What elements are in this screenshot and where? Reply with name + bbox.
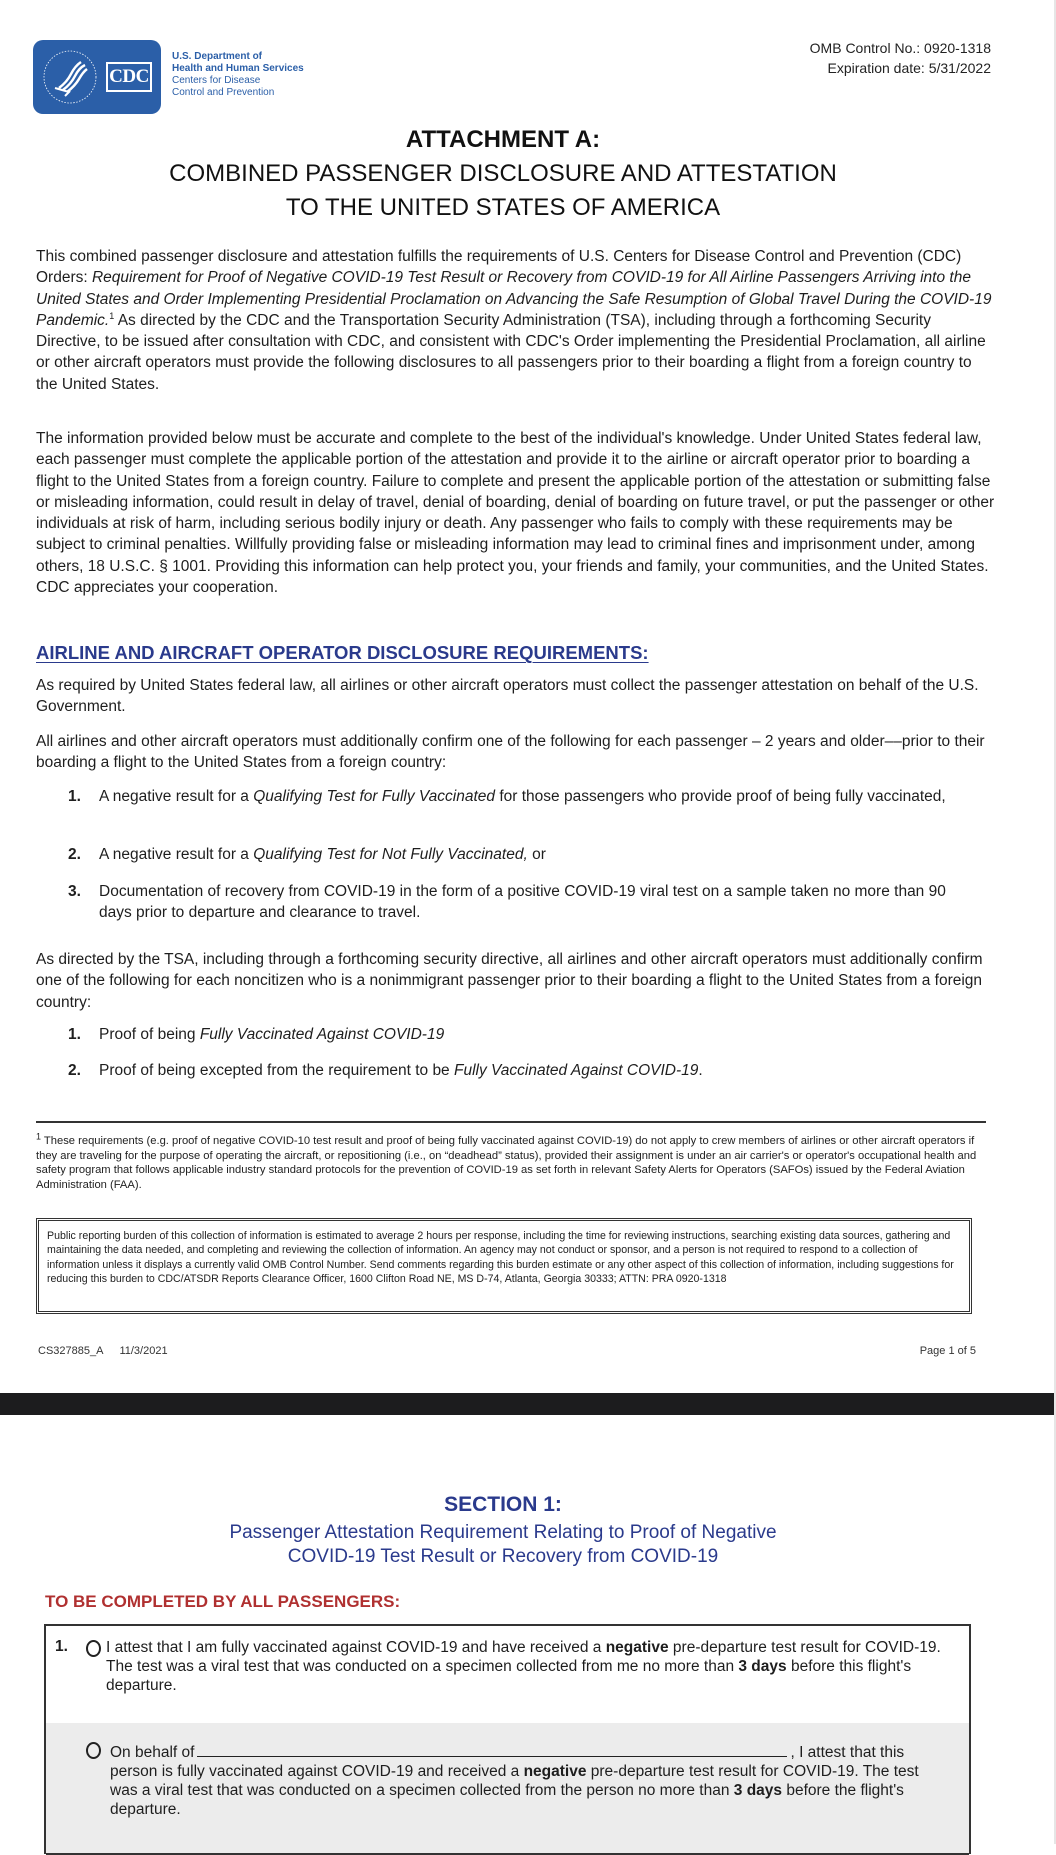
omb-info: [810, 38, 991, 78]
agency-name: [172, 51, 304, 99]
document-id: CS327885_A: [38, 1345, 104, 1357]
expiration-date: Expiration date: 5/31/2022: [827, 60, 991, 76]
attestation-text-self: I attest that I am fully vaccinated against COVID-19 and have received a negative pre-departure test result for COVID-19. The test was a viral test that was conducted on a specimen collected from me no more than 3 days before this flight's departure.: [106, 1639, 941, 1694]
airline-paragraph-1: As required by United States federal law, all airlines or other aircraft operators must collect the passenger attestation on behalf of the U.S. Government.: [36, 677, 979, 716]
list-item: 1. Proof of being Fully Vaccinated Against COVID-19: [68, 1026, 445, 1043]
passenger-name-field[interactable]: [197, 1744, 787, 1757]
all-passengers-heading: TO BE COMPLETED BY ALL PASSENGERS:: [45, 1592, 401, 1611]
attestation-text-on-behalf: On behalf of , I attest that this person is fully vaccinated against COVID-19 and received a negative pre-departure test result for COVID-19. The test was a viral test that was conducted on a specimen collected from the person no more than 3 days before the flight's departure.: [110, 1744, 919, 1818]
radio-self-attest[interactable]: [86, 1640, 101, 1657]
agency-line-3: Centers for Disease: [172, 75, 261, 86]
tsa-paragraph: As directed by the TSA, including through a forthcoming security directive, all airlines and other aircraft operators must additionally confirm one of the following for each noncitizen who is a nonimmigrant passenger prior to their boarding a flight to the United States from a foreign country:: [36, 951, 983, 1011]
footnote-ref: 1: [109, 310, 115, 321]
list-item: 2. Proof of being excepted from the requirement to be Fully Vaccinated Against COVID-19.: [68, 1062, 703, 1079]
document-title-line-3: TO THE UNITED STATES OF AMERICA: [285, 194, 721, 221]
omb-control-number: OMB Control No.: 0920-1318: [809, 40, 991, 56]
section-1-subtitle-1: Passenger Attestation Requirement Relating to Proof of Negative: [229, 1522, 777, 1543]
list-item: 2. A negative result for a Qualifying Test for Not Fully Vaccinated, or: [68, 846, 546, 863]
list-item: 1. A negative result for a Qualifying Test for Fully Vaccinated for those passengers who provide proof of being fully vaccinated,: [68, 788, 946, 805]
section-1-heading: SECTION 1:: [444, 1493, 562, 1516]
footnote-divider: [36, 1121, 986, 1123]
document-date: 11/3/2021: [119, 1345, 168, 1357]
radio-on-behalf-attest[interactable]: [86, 1742, 101, 1759]
document-page-2: [0, 1415, 1056, 1844]
cdc-wordmark: CDC: [106, 62, 152, 92]
agency-line-4: Control and Prevention: [172, 87, 275, 98]
document-title-line-2: COMBINED PASSENGER DISCLOSURE AND ATTESTATION: [169, 160, 837, 187]
airline-paragraph-2: All airlines and other aircraft operators must additionally confirm one of the following for each passenger – 2 years and older––prior to their boarding a flight to the United States from a foreign country:: [36, 733, 985, 772]
item-number: 1.: [55, 1638, 68, 1655]
page-footer-left: [38, 1345, 184, 1357]
intro-paragraph-2: The information provided below must be accurate and complete to the best of the individual's knowledge. Under United States federal law, each passenger must complete the applicable portion of the attestation and provide it to the airline or aircraft operator prior to boarding a flight to the United States from a foreign country. Failure to complete and present the applicable portion of the attestation or submitting false or misleading information, could result in delay of travel, denial of boarding, denial of boarding on future travel, or put the passenger or other individuals at risk of harm, including serious bodily injury or death. Any passenger who fails to comply with these requirements may be subject to criminal penalties. Willfully providing false or misleading information may lead to criminal fines and imprisonment under, among others, 18 U.S.C. § 1001. Providing this information can help protect you, your friends and family, your communities, and the United States. CDC appreciates your cooperation.: [36, 430, 995, 597]
attestation-option-on-behalf: [46, 1723, 969, 1855]
intro-paragraph-1: This combined passenger disclosure and attestation fulfills the requirements of U.S. Centers for Disease Control and Prevention (CDC) Orders: Requirement for Proof of Negative COVID-19 Test Result or Recovery from COVID-19 for All Airline Passengers Arriving into the United States and Order Implementing Presidential Proclamation on Advancing the Safe Resumption of Global Travel During the COVID-19 Pandemic.$^1$ As directed by the CDC and the Transportation Security Administration (TSA), including through a forthcoming Security Directive, to be issued after consultation with CDC, and consistent with CDC's Order implementing the Presidential Proclamation, all airline or other aircraft operators must provide the following disclosures to all passengers prior to their boarding a flight from a foreign country to the United States.: [36, 248, 992, 393]
footnote: $^1$ These requirements (e.g. proof of negative COVID-10 test result and proof of being fully vaccinated against COVID-19) do not apply to crew members of airlines or other aircraft operators if they are traveling for the purpose of operating the aircraft, or repositioning (i.e., on “deadhead” status), provided their assignment is under an air carrier's or operator's occupational health and safety program that follows applicable industry standard protocols for the prevention of COVID-19 as set forth in relevant Safety Alerts for Operators (SAFOs) issued by the Federal Aviation Administration (FAA).: [36, 1131, 977, 1191]
attestation-option-self: [46, 1626, 969, 1723]
list-item: 3. Documentation of recovery from COVID-19 in the form of a positive COVID-19 viral test on a sample taken no more than 90 days prior to departure and clearance to travel.: [68, 883, 946, 922]
page-divider: [0, 1393, 1056, 1415]
attestation-box: [44, 1624, 971, 1854]
section-1-subtitle-2: COVID-19 Test Result or Recovery from COVID-19: [287, 1546, 719, 1567]
agency-line-2: Health and Human Services: [172, 63, 304, 74]
public-burden-statement: Public reporting burden of this collection of information is estimated to average 2 hours per response, including the time for reviewing instructions, searching existing data sources, gathering and maintaining the data needed, and completing and reviewing the collection of information. An agency may not conduct or sponsor, and a person is not required to respond to a collection of information unless it displays a currently valid OMB Control Number. Send comments regarding this burden estimate or any other aspect of this collection of information, including suggestions for reducing this burden to CDC/ATSDR Reports Clearance Officer, 1600 Clifton Road NE, MS D-74, Atlanta, Georgia 30333; ATTN: PRA 0920-1318: [36, 1218, 972, 1314]
cdc-orders-title: Requirement for Proof of Negative COVID-19 Test Result or Recovery from COVID-19 for All Airline Passengers Arriving into the United States and Order Implementing Presidential Proclamation on Advancing the Safe Resumption of Global Travel During the COVID-19 Pandemic.: [36, 269, 992, 329]
agency-line-1: U.S. Department of: [172, 51, 263, 62]
document-title-line-1: ATTACHMENT A:: [405, 126, 601, 153]
airline-disclosure-heading: AIRLINE AND AIRCRAFT OPERATOR DISCLOSURE REQUIREMENTS:: [36, 642, 649, 663]
page-number: Page 1 of 5: [919, 1345, 976, 1357]
cdc-logo: [33, 40, 161, 114]
hhs-eagle-icon: [41, 48, 99, 106]
